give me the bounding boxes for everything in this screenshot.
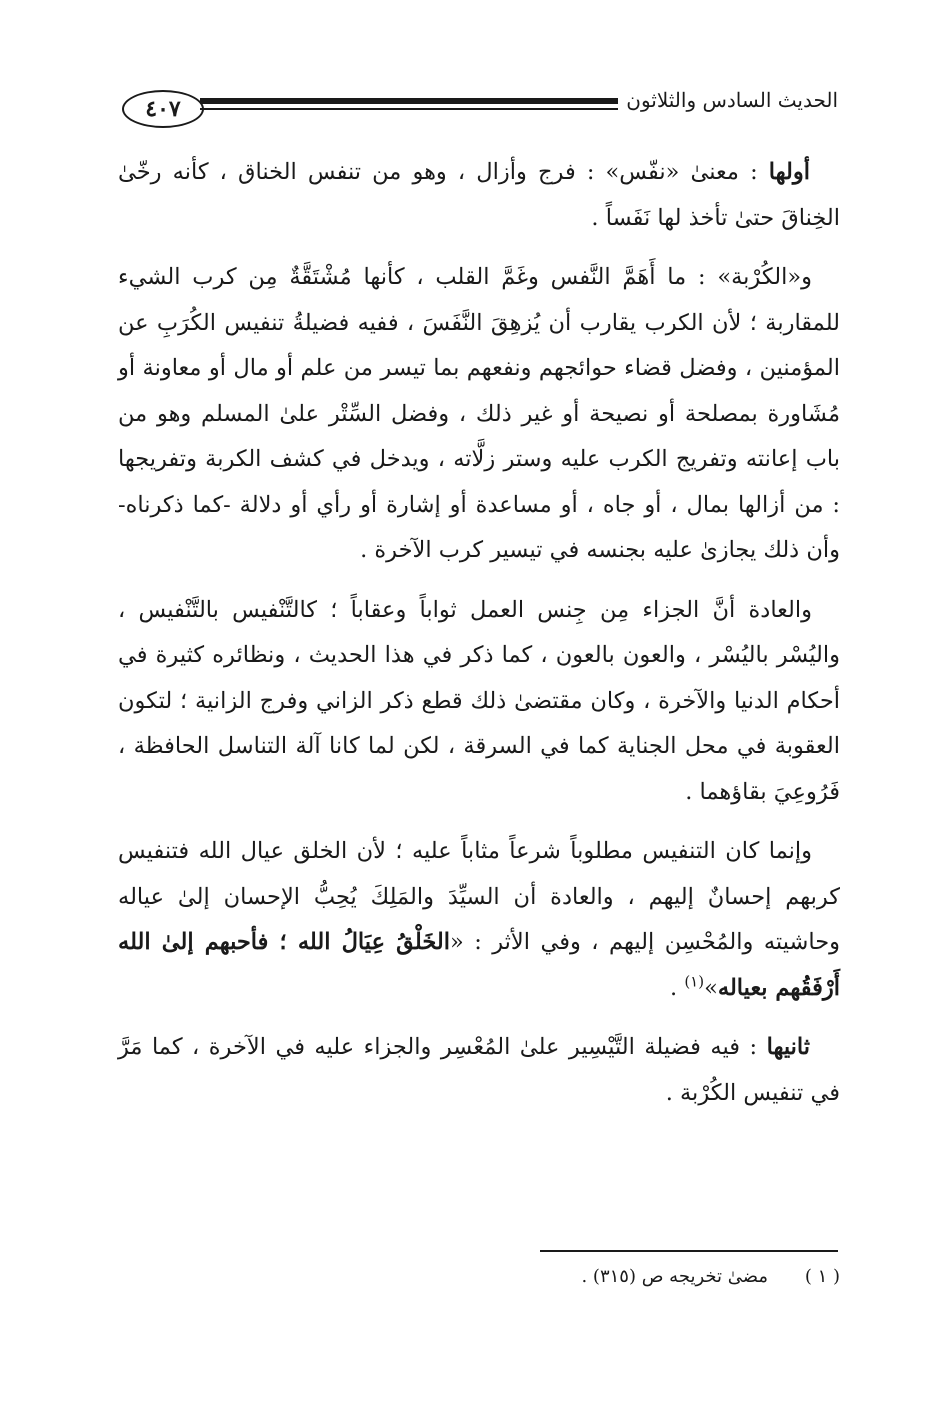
paragraph-text: : فيه فضيلة التَّيْسِير علىٰ المُعْسِر والجزاء عليه في الآخرة ، كما مَرَّ في تنفيس الكُرْبة . [118,1034,840,1106]
paragraph-text: والعادة أنَّ الجزاء مِن جِنس العمل ثواباً وعقاباً ؛ كالتَّنْفيس بالتَّنْفيس ، واليُسْر باليُسْر ، والعون بالعون ، كما ذكر في هذا الحديث ، ونظائره كثيرة في أحكام الدنيا والآخرة ، وكان مقتضىٰ ذلك قطع ذكر الزاني وفرج الزانية ؛ لتكون العقوبة في محل الجناية كما في السرقة ، لكن لما كانا آلة التناسل الحافظة ، فَرُوعِيَ بقاؤهما . [118,596,840,805]
main-text [118,150,840,1130]
paragraph-text: و«الكُرْبة» : ما أَهَمَّ النَّفس وغَمَّ القلب ، كأنها مُشْتَقَّةٌ مِن كرب الشيء للمقاربة ؛ لأن الكرب يقارب أن يُزهِقَ النَّفَسَ ، ففيه فضيلةُ تنفيس الكُرَبِ عن المؤمنين ، وفضل قضاء حوائجهم ونفعهم بما تيسر من علم أو مال أو معاونة أو مُشَاورة بمصلحة أو نصيحة أو غير ذلك ، وفضل السِّتْر علىٰ المسلم وهو من باب إعانته وتفريج الكرب عليه وستر زلَّاته ، ويدخل في كشف الكربة وتفريجها : من أزالها بمال ، أو جاه ، أو مساعدة أو إشارة أو رأي أو دلالة -كما ذكرناه- وأن ذلك يجازىٰ عليه بجنسه في تيسير كرب الآخرة . [118,264,840,563]
footnote-text: مضىٰ تخريجه ص (٣١٥) . [581,1266,768,1287]
paragraph-end: . [670,974,685,1001]
footnote-divider [540,1250,838,1252]
header-rule [200,98,618,110]
footnote-1 [118,1262,840,1292]
quote-close: » [704,974,718,1001]
hadith-quote: الخَلْقُ عِيَالُ الله ؛ فأحبهم إلىٰ الله أَرْفَقُهم بعياله [118,929,840,1001]
paragraph-text: وإنما كان التنفيس مطلوباً شرعاً مثاباً عليه ؛ لأن الخلق عيال الله فتنفيس كربهم إحسانٌ إليهم ، والعادة أن السيِّدَ والمَلِكَ يُحِبُّ الإحسان إلىٰ عياله وحاشيته والمُحْسِن إليهم ، وفي الأثر : « [118,838,840,955]
footnote-reference[interactable]: (١) [684,972,705,990]
footnote-number: ( ١ ) [804,1266,840,1287]
page-number: ٤٠٧ [145,96,181,122]
paragraph-lead: ثانيها [766,1034,810,1060]
running-title: الحديث السادس والثلاثون [626,88,838,112]
paragraph-1 [118,150,840,241]
paragraph-2 [118,255,840,574]
paragraph-lead: أولها [768,159,810,185]
paragraph-3 [118,588,840,816]
page-number-badge [122,90,204,128]
paragraph-4 [118,829,840,1011]
paragraph-5 [118,1025,840,1116]
paragraph-text: : معنىٰ «نفّس» : فرج وأزال ، وهو من تنفس الخناق ، كأنه رخّىٰ الخِناقَ حتىٰ تأخذ لها نَفَساً . [118,159,840,231]
page-header [118,80,838,136]
